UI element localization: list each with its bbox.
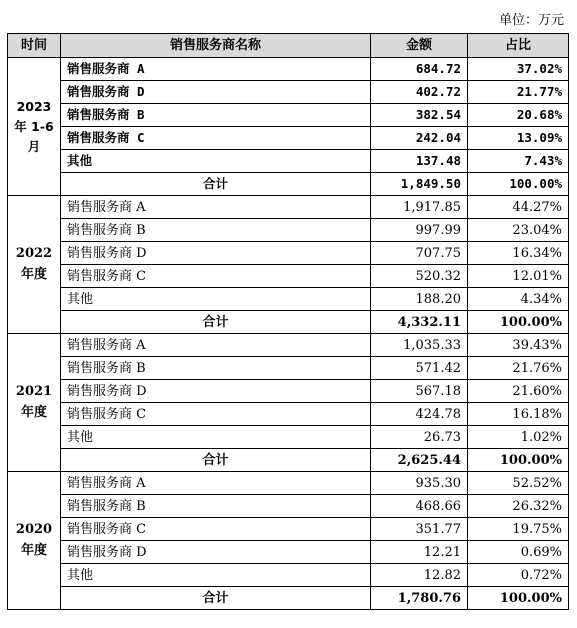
name-cell: 其他 [61, 564, 371, 587]
share-cell: 21.77% [468, 81, 569, 104]
table-row [8, 495, 569, 518]
share-cell: 0.72% [468, 564, 569, 587]
total-amount: 1,849.50 [371, 173, 468, 196]
table-row [8, 357, 569, 380]
amount-cell: 1,917.85 [371, 196, 468, 219]
group-2021 [8, 334, 569, 472]
amount-cell: 707.75 [371, 242, 468, 265]
share-cell: 23.04% [468, 219, 569, 242]
name-cell: 销售服务商 C [61, 403, 371, 426]
period-cell [8, 196, 61, 334]
period-cell [8, 58, 61, 196]
period-line: 年度 [20, 266, 47, 282]
share-cell: 13.09% [468, 127, 569, 150]
share-cell: 52.52% [468, 472, 569, 495]
total-amount: 1,780.76 [371, 587, 468, 610]
table-row [8, 380, 569, 403]
share-cell: 20.68% [468, 104, 569, 127]
share-cell: 12.01% [468, 265, 569, 288]
amount-cell: 1,035.33 [371, 334, 468, 357]
name-cell: 销售服务商 A [61, 334, 371, 357]
period-line: 2020 [15, 521, 53, 537]
amount-cell: 26.73 [371, 426, 468, 449]
period-line: 年 1-6 [14, 118, 54, 134]
total-share: 100.00% [468, 449, 569, 472]
table-row [8, 81, 569, 104]
sales-agent-table [7, 33, 569, 610]
table-row [8, 334, 569, 357]
total-label: 合计 [61, 311, 371, 334]
table-row [8, 242, 569, 265]
name-cell: 销售服务商 C [61, 127, 371, 150]
name-cell: 销售服务商 D [61, 81, 371, 104]
period-line: 2023 [16, 98, 52, 114]
share-cell: 21.60% [468, 380, 569, 403]
amount-cell: 351.77 [371, 518, 468, 541]
name-cell: 销售服务商 D [61, 242, 371, 265]
share-cell: 0.69% [468, 541, 569, 564]
share-cell: 1.02% [468, 426, 569, 449]
share-cell: 37.02% [468, 58, 569, 81]
period-line: 2022 [15, 245, 53, 261]
period-line: 2021 [15, 383, 53, 399]
amount-cell: 520.32 [371, 265, 468, 288]
table-row [8, 196, 569, 219]
total-label: 合计 [61, 587, 371, 610]
total-share: 100.00% [468, 311, 569, 334]
table-row [8, 288, 569, 311]
total-amount: 4,332.11 [371, 311, 468, 334]
amount-cell: 137.48 [371, 150, 468, 173]
name-cell: 销售服务商 B [61, 104, 371, 127]
name-cell: 销售服务商 D [61, 380, 371, 403]
share-cell: 26.32% [468, 495, 569, 518]
unit-label: 单位：万元 [498, 13, 564, 28]
period-line: 月 [27, 138, 41, 154]
name-cell: 销售服务商 C [61, 518, 371, 541]
period-cell [8, 334, 61, 472]
total-amount: 2,625.44 [371, 449, 468, 472]
amount-cell: 567.18 [371, 380, 468, 403]
share-cell: 16.34% [468, 242, 569, 265]
amount-cell: 12.21 [371, 541, 468, 564]
table-row [8, 265, 569, 288]
amount-cell: 242.04 [371, 127, 468, 150]
table-row [8, 58, 569, 81]
group-2020 [8, 472, 569, 610]
amount-cell: 424.78 [371, 403, 468, 426]
amount-cell: 468.66 [371, 495, 468, 518]
amount-cell: 997.99 [371, 219, 468, 242]
share-cell: 19.75% [468, 518, 569, 541]
table-row [8, 518, 569, 541]
share-cell: 4.34% [468, 288, 569, 311]
total-row [8, 449, 569, 472]
name-cell: 销售服务商 B [61, 219, 371, 242]
table-row [8, 104, 569, 127]
period-line: 年度 [20, 404, 47, 420]
total-share: 100.00% [468, 587, 569, 610]
header-period: 时间 [8, 34, 61, 58]
name-cell: 销售服务商 B [61, 357, 371, 380]
amount-cell: 188.20 [371, 288, 468, 311]
table-row [8, 564, 569, 587]
name-cell: 销售服务商 C [61, 265, 371, 288]
period-line: 年度 [20, 542, 47, 558]
amount-cell: 12.82 [371, 564, 468, 587]
header-name: 销售服务商名称 [61, 34, 371, 58]
share-cell: 7.43% [468, 150, 569, 173]
table-row [8, 150, 569, 173]
table-row [8, 541, 569, 564]
amount-cell: 571.42 [371, 357, 468, 380]
share-cell: 21.76% [468, 357, 569, 380]
table-row [8, 127, 569, 150]
header-row [8, 34, 569, 58]
name-cell: 销售服务商 A [61, 58, 371, 81]
name-cell: 其他 [61, 288, 371, 311]
name-cell: 其他 [61, 426, 371, 449]
amount-cell: 935.30 [371, 472, 468, 495]
header-amount: 金额 [371, 34, 468, 58]
total-row [8, 311, 569, 334]
share-cell: 16.18% [468, 403, 569, 426]
amount-cell: 382.54 [371, 104, 468, 127]
amount-cell: 684.72 [371, 58, 468, 81]
group-2022 [8, 196, 569, 334]
table-row [8, 403, 569, 426]
group-2023 [8, 58, 569, 196]
table-row [8, 472, 569, 495]
share-cell: 39.43% [468, 334, 569, 357]
name-cell: 销售服务商 A [61, 472, 371, 495]
table-row [8, 426, 569, 449]
name-cell: 销售服务商 D [61, 541, 371, 564]
share-cell: 44.27% [468, 196, 569, 219]
total-label: 合计 [61, 173, 371, 196]
total-row [8, 173, 569, 196]
name-cell: 销售服务商 B [61, 495, 371, 518]
period-cell [8, 472, 61, 610]
total-row [8, 587, 569, 610]
total-label: 合计 [61, 449, 371, 472]
amount-cell: 402.72 [371, 81, 468, 104]
name-cell: 其他 [61, 150, 371, 173]
total-share: 100.00% [468, 173, 569, 196]
header-share: 占比 [468, 34, 569, 58]
name-cell: 销售服务商 A [61, 196, 371, 219]
table-row [8, 219, 569, 242]
